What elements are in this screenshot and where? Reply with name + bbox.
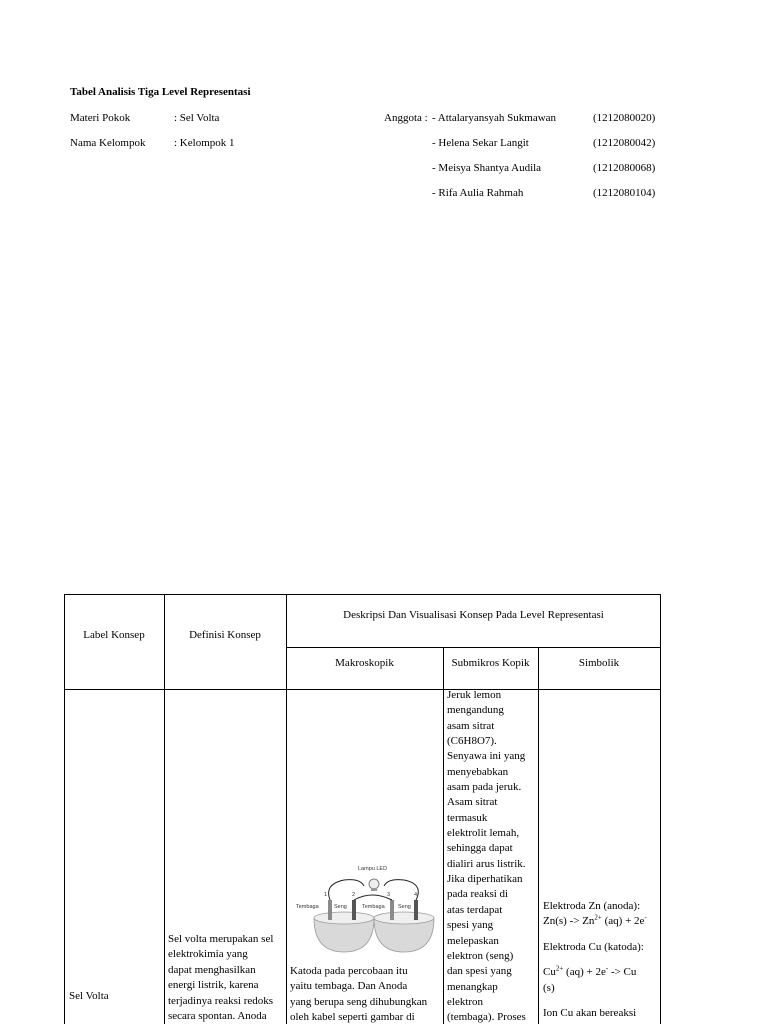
definisi-text <box>168 932 286 1024</box>
eq-part: Cu <box>543 966 556 979</box>
text-line: secara spontan. Anoda <box>168 1010 267 1023</box>
member-name: - Helena Sekar Langit <box>432 137 529 149</box>
text-line: atas terdapat <box>447 903 503 916</box>
table-border <box>64 594 65 1024</box>
text-line: yaitu tembaga. Dan Anoda <box>290 980 408 993</box>
text-line: Asam sitrat <box>447 796 498 809</box>
text-line: spesi yang <box>447 919 494 932</box>
text-line: asam sitrat <box>447 719 495 732</box>
figure-label: 4 <box>414 892 418 898</box>
row-label: Sel Volta <box>69 990 109 1002</box>
header-makroskopik: Makroskopik <box>335 657 394 669</box>
table-border <box>64 689 661 690</box>
cu-electrode-title: Elektroda Cu (katoda): <box>543 940 644 953</box>
member-id: (1212080104) <box>593 187 656 199</box>
header-submikroskopik: Submikros Kopik <box>451 657 530 669</box>
text-line: Katoda pada percobaan itu <box>290 965 408 977</box>
kelompok-value: : Kelompok 1 <box>174 137 235 149</box>
member-id: (1212080042) <box>593 137 656 149</box>
text-line: elektrokimia yang <box>168 948 248 961</box>
text-line: dialiri arus listrik. <box>447 857 526 870</box>
text-line: Sel volta merupakan sel <box>168 933 274 945</box>
eq-part: (aq) + 2e <box>601 915 645 928</box>
member-name: - Meisya Shantya Audila <box>432 162 542 174</box>
eq-part: Zn(s) -> Zn <box>543 915 595 928</box>
makroskopik-text <box>290 964 442 1026</box>
text-line: elektron (seng) <box>447 949 514 962</box>
anggota-label: Anggota : <box>384 112 428 124</box>
ion-text: Ion Cu akan bereaksi <box>543 1007 637 1020</box>
table-border <box>538 647 539 1024</box>
member-name: - Attalaryansyah Sukmawan <box>432 112 557 124</box>
zn-electrode-title: Elektroda Zn (anoda): <box>543 900 641 912</box>
eq-sup: 2+ <box>594 913 602 922</box>
text-line: dan spesi yang <box>447 965 512 978</box>
header-definisi-konsep: Definisi Konsep <box>189 629 261 641</box>
text-line: sehingga dapat <box>447 842 513 855</box>
materi-label: Materi Pokok <box>70 112 131 124</box>
text-line: menyebabkan <box>447 765 509 778</box>
figure-label: 1 <box>324 892 328 898</box>
text-line: terjadinya reaksi redoks <box>168 994 274 1007</box>
header-simbolik: Simbolik <box>578 657 620 669</box>
text-line: yang berupa seng dihubungkan <box>290 995 428 1008</box>
figure-label: Lampu LED <box>358 866 388 872</box>
eq-sup: - <box>644 913 647 922</box>
member-name: - Rifa Aulia Rahmah <box>432 187 524 199</box>
kelompok-label: Nama Kelompok <box>70 137 146 149</box>
materi-value: : Sel Volta <box>174 112 220 124</box>
text-line: Senyawa ini yang <box>447 750 526 763</box>
cu-equation <box>543 965 659 980</box>
text-line: melepaskan <box>447 934 499 947</box>
figure-label: 2 <box>352 892 356 898</box>
text-line: elektrolit lemah, <box>447 827 520 840</box>
cu-equation-state: (s) <box>543 981 555 994</box>
text-line: (C6H8O7). <box>447 735 497 748</box>
figure-label: Tembaga <box>296 904 319 910</box>
member-id: (1212080068) <box>593 162 656 174</box>
text-line: mengandung <box>447 704 504 717</box>
text-line: termasuk <box>447 811 488 824</box>
table-border <box>286 647 661 648</box>
text-line: elektron <box>447 995 484 1008</box>
figure-label: Tembaga <box>362 904 385 910</box>
zn-equation <box>543 914 659 929</box>
text-line: pada reaksi di <box>447 888 509 901</box>
figure-label: Seng <box>334 904 347 910</box>
header-label-konsep: Label Konsep <box>83 629 145 641</box>
text-line: oleh kabel seperti gambar di <box>290 1011 415 1024</box>
lemon-battery-illustration <box>294 866 436 958</box>
table-border <box>64 594 661 595</box>
eq-part: (aq) + 2e <box>563 966 606 979</box>
eq-sup: 2+ <box>555 964 564 973</box>
representation-table <box>64 594 661 1024</box>
eq-sup: - <box>605 964 609 973</box>
text-line: energi listrik, karena <box>168 979 259 992</box>
text-line: Jeruk lemon <box>447 689 502 701</box>
text-line: dapat menghasilkan <box>168 963 256 976</box>
figure-label: Seng <box>398 904 411 910</box>
table-border <box>164 594 165 1024</box>
lemon-battery-figure <box>294 866 436 958</box>
figure-label: 3 <box>387 892 391 898</box>
header-deskripsi: Deskripsi Dan Visualisasi Konsep Pada Level Representasi <box>343 609 604 621</box>
submikroskopik-text <box>447 688 537 1026</box>
text-line: menangkap <box>447 980 498 993</box>
text-line: asam pada jeruk. <box>447 781 522 794</box>
table-border <box>443 647 444 1024</box>
text-line: (tembaga). Proses <box>447 1011 526 1024</box>
page-title: Tabel Analisis Tiga Level Representasi <box>70 86 251 98</box>
text-line: Jika diperhatikan <box>447 873 523 886</box>
simbolik-text <box>543 899 659 1021</box>
table-border <box>660 594 661 1024</box>
member-id: (1212080020) <box>593 112 656 124</box>
eq-part: -> Cu <box>608 966 637 979</box>
